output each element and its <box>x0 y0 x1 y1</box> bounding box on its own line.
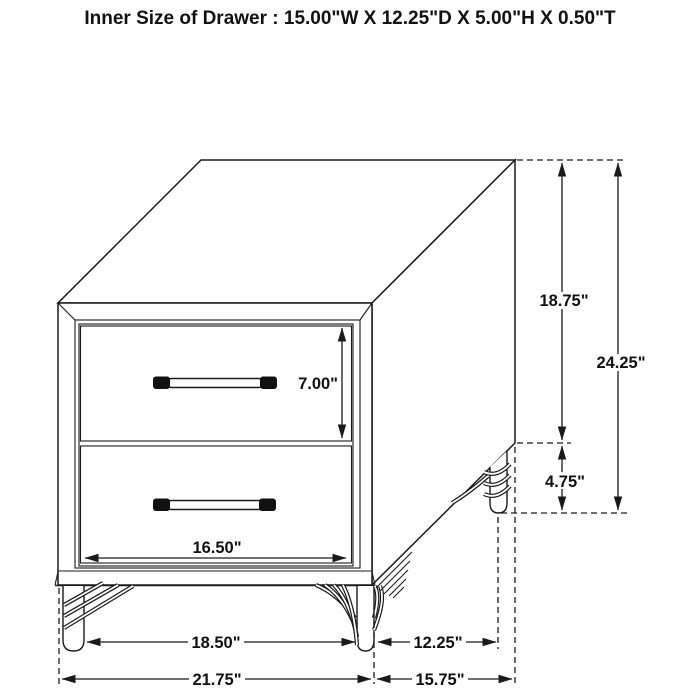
label-leg-height: 4.75" <box>545 473 585 491</box>
label-side-leg-span: 12.25" <box>413 634 463 652</box>
drawer-bottom-handle <box>153 499 276 512</box>
handle-bar <box>167 501 263 510</box>
handle-left-cap <box>153 499 170 512</box>
drawer-top-handle <box>153 377 277 390</box>
diagram-title: Inner Size of Drawer : 15.00"W X 12.25"D X 5.00"H X 0.50"T <box>84 8 616 29</box>
label-drawer-front-width: 16.50" <box>192 539 242 557</box>
label-overall-depth: 15.75" <box>415 671 465 689</box>
handle-right-cap <box>259 499 276 512</box>
handle-bar <box>167 379 263 388</box>
label-front-leg-span: 18.50" <box>191 634 241 652</box>
handle-left-cap <box>153 377 170 390</box>
front-right-leg <box>357 586 374 651</box>
label-overall-width: 21.75" <box>192 671 242 689</box>
cabinet-body <box>55 160 515 586</box>
handle-right-cap <box>260 377 277 390</box>
label-drawer-face-height: 7.00" <box>298 375 338 393</box>
label-overall-height: 24.25" <box>596 354 646 372</box>
label-upper-height: 18.75" <box>539 292 589 310</box>
